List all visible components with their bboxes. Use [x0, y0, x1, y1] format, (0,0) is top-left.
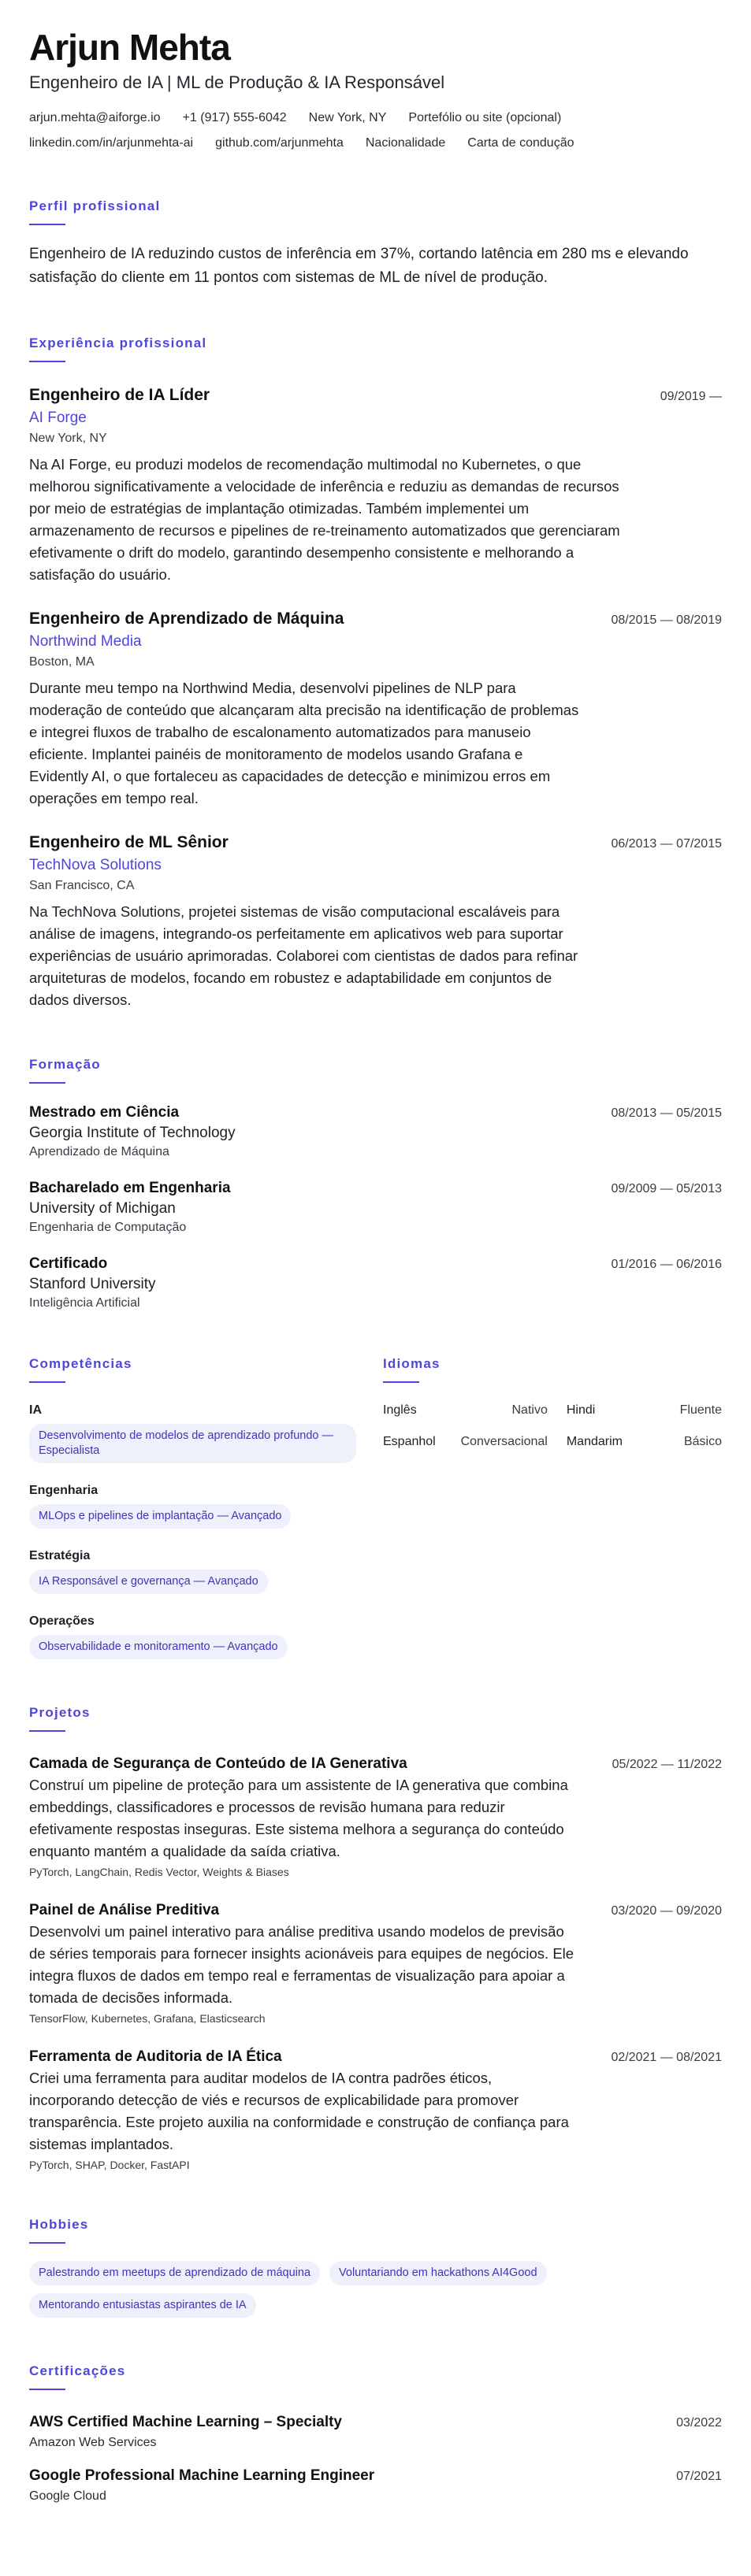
section-divider	[29, 1730, 65, 1732]
company-name[interactable]: Northwind Media	[29, 633, 142, 650]
section-title-certifications: Certificações	[29, 2363, 126, 2378]
degree: Mestrado em Ciência	[29, 1104, 180, 1121]
project-entry	[29, 2048, 722, 2171]
project-description: Criei uma ferramenta para auditar modelos de IA contra padrões éticos, incorporando detecção de viés e recursos de explicabilidade para promover transparência. Este projeto auxilia na conformidade e construção de confiança para sistemas implantados.	[29, 2070, 569, 2152]
education-dates: 01/2016 — 06/2016	[611, 1258, 722, 1271]
job-dates: 08/2015 — 08/2019	[611, 613, 722, 627]
degree: Certificado	[29, 1255, 108, 1272]
section-title-profile: Perfil profissional	[29, 198, 161, 213]
language-name: Inglês	[383, 1403, 417, 1417]
certification-title: Google Professional Machine Learning Engineer	[29, 2467, 375, 2484]
language-name: Espanhol	[383, 1435, 436, 1448]
skill-chip: MLOps e pipelines de implantação — Avançado	[29, 1504, 291, 1529]
project-entry	[29, 1902, 722, 2025]
headline: Engenheiro de IA | ML de Produção & IA Responsável	[29, 72, 445, 92]
language-level: Fluente	[679, 1403, 722, 1417]
section-divider	[29, 2242, 65, 2244]
projects-section	[29, 1705, 722, 2171]
languages-section	[383, 1356, 722, 1659]
section-title-experience: Experiência profissional	[29, 335, 207, 350]
profile-summary: Engenheiro de IA reduzindo custos de inferência em 37%, cortando latência em 280 ms e elevando satisfação do cliente em 11 pontos com sistemas de ML de nível de produção.	[29, 246, 689, 286]
field-of-study: Aprendizado de Máquina	[29, 1145, 169, 1158]
contact-row-secondary	[29, 134, 722, 153]
project-dates: 02/2021 — 08/2021	[611, 2051, 722, 2064]
section-divider	[383, 1381, 419, 1383]
section-divider	[29, 1082, 65, 1084]
section-title-hobbies: Hobbies	[29, 2217, 89, 2232]
language-level: Básico	[683, 1435, 722, 1448]
section-title-languages: Idiomas	[383, 1356, 441, 1371]
language-level: Nativo	[511, 1403, 548, 1417]
job-dates: 06/2013 — 07/2015	[611, 837, 722, 851]
project-tech-stack: PyTorch, SHAP, Docker, FastAPI	[29, 2159, 190, 2171]
resume-header	[29, 25, 722, 153]
project-dates: 05/2022 — 11/2022	[612, 1758, 722, 1771]
certifications-section	[29, 2363, 722, 2504]
experience-entry	[29, 610, 722, 810]
skills-languages-row	[29, 1356, 722, 1659]
experience-entry	[29, 386, 722, 586]
skill-chip: Desenvolvimento de modelos de aprendizado profundo — Especialista	[29, 1424, 356, 1463]
job-title: Engenheiro de ML Sênior	[29, 833, 229, 851]
job-description: Na TechNova Solutions, projetei sistemas de visão computacional escaláveis para análise de imagens, integrando-os perfeitamente em aplicativos web para suportar experiências de usuário aprimoradas. Colaborei com cientistas de dados para refinar arquiteturas de modelos, focando em robustez e adaptabilidade em conjuntos de dados diversos.	[29, 903, 578, 1008]
skill-category: Operações	[29, 1614, 95, 1628]
contact-phone[interactable]: +1 (917) 555-6042	[182, 111, 287, 124]
skill-group	[29, 1484, 356, 1529]
section-divider	[29, 361, 65, 362]
skill-chip: Observabilidade e monitoramento — Avançado	[29, 1635, 288, 1659]
education-entry	[29, 1255, 722, 1310]
project-title: Ferramenta de Auditoria de IA Ética	[29, 2048, 282, 2065]
experience-section	[29, 335, 722, 1011]
hobbies-section	[29, 2217, 722, 2318]
contact-nationality: Nacionalidade	[365, 136, 446, 150]
project-tech-stack: TensorFlow, Kubernetes, Grafana, Elasticsearch	[29, 2012, 266, 2025]
language-level: Conversacional	[460, 1435, 548, 1448]
language-name: Hindi	[566, 1403, 596, 1417]
school: Stanford University	[29, 1276, 156, 1292]
certification-date: 07/2021	[676, 2470, 722, 2483]
section-divider	[29, 224, 65, 225]
job-location: San Francisco, CA	[29, 879, 135, 892]
education-section	[29, 1057, 722, 1310]
certification-entry	[29, 2467, 722, 2504]
candidate-name: Arjun Mehta	[29, 27, 230, 68]
job-description: Durante meu tempo na Northwind Media, desenvolvi pipelines de NLP para moderação de conteúdo que alcançaram alta precisão na identificação de problemas e integrei fluxos de trabalho de escalonamento automatizados para manuseio eficiente. Implantei painéis de monitoramento de modelos usando Grafana e Evidently AI, o que fortaleceu as capacidades de detecção e minimizou erros em operações em tempo real.	[29, 680, 579, 806]
skill-group	[29, 1549, 356, 1594]
project-title: Painel de Análise Preditiva	[29, 1902, 220, 1918]
job-description: Na AI Forge, eu produzi modelos de recomendação multimodal no Kubernetes, o que melhorou significativamente a velocidade de inferência e reduziu as demandas de recursos por meio de estratégias de implantação otimizadas. Também implementei um armazenamento de recursos e pipelines de re-treinamento automatizados que gerenciaram efetivamente o drift do modelo, garantindo desempenho consistente e melhorando a satisfação do usuário.	[29, 456, 620, 583]
contact-location: New York, NY	[308, 111, 387, 124]
job-location: New York, NY	[29, 432, 107, 445]
job-title: Engenheiro de Aprendizado de Máquina	[29, 610, 344, 628]
contact-email[interactable]: arjun.mehta@aiforge.io	[29, 111, 161, 124]
contact-github[interactable]: github.com/arjunmehta	[215, 136, 344, 150]
education-entry	[29, 1180, 722, 1235]
skill-category: Estratégia	[29, 1549, 91, 1562]
skills-section	[29, 1356, 356, 1659]
degree: Bacharelado em Engenharia	[29, 1180, 231, 1196]
project-dates: 03/2020 — 09/2020	[611, 1904, 722, 1918]
skill-group	[29, 1403, 356, 1463]
section-title-education: Formação	[29, 1057, 101, 1072]
education-dates: 08/2013 — 05/2015	[611, 1106, 722, 1120]
company-name[interactable]: AI Forge	[29, 410, 87, 426]
section-divider	[29, 1381, 65, 1383]
job-dates: 09/2019 —	[660, 390, 722, 403]
project-tech-stack: PyTorch, LangChain, Redis Vector, Weights & Biases	[29, 1866, 289, 1878]
education-dates: 09/2009 — 05/2013	[611, 1182, 722, 1195]
field-of-study: Inteligência Artificial	[29, 1296, 140, 1310]
company-name[interactable]: TechNova Solutions	[29, 857, 162, 873]
section-title-skills: Competências	[29, 1356, 132, 1371]
project-entry	[29, 1755, 722, 1878]
certification-date: 03/2022	[676, 2416, 722, 2430]
project-title: Camada de Segurança de Conteúdo de IA Generativa	[29, 1755, 407, 1772]
profile-section	[29, 198, 722, 290]
experience-entry	[29, 833, 722, 1011]
certification-issuer: Amazon Web Services	[29, 2436, 157, 2449]
job-location: Boston, MA	[29, 655, 95, 669]
school: Georgia Institute of Technology	[29, 1125, 236, 1141]
certification-issuer: Google Cloud	[29, 2489, 106, 2503]
contact-row-primary	[29, 109, 722, 128]
contact-driving-license: Carta de condução	[467, 136, 574, 150]
certification-title: AWS Certified Machine Learning – Specialty	[29, 2414, 342, 2430]
school: University of Michigan	[29, 1200, 176, 1217]
skill-group	[29, 1614, 356, 1659]
project-description: Construí um pipeline de proteção para um assistente de IA generativa que combina embeddings, classificadores e processos de revisão humana para reduzir efetivamente respostas inseguras. Este sistema melhora a segurança do conteúdo enquanto mantém a qualidade da saída criativa.	[29, 1777, 568, 1859]
project-description: Desenvolvi um painel interativo para análise preditiva usando modelos de previsão de séries temporais para fornecer insights acionáveis para equipes de negócios. Ele integra fluxos de dados em tempo real e ferramentas de visualização para apoiar a tomada de decisões informada.	[29, 1923, 574, 2006]
skill-category: IA	[29, 1403, 42, 1417]
section-divider	[29, 2389, 65, 2390]
contact-portfolio[interactable]: Portefólio ou site (opcional)	[408, 111, 562, 124]
section-title-projects: Projetos	[29, 1705, 91, 1720]
skill-category: Engenharia	[29, 1484, 99, 1497]
skill-chip: IA Responsável e governança — Avançado	[29, 1570, 268, 1594]
language-name: Mandarim	[566, 1435, 623, 1448]
job-title: Engenheiro de IA Líder	[29, 386, 210, 404]
hobby-chip: Voluntariando em hackathons AI4Good	[329, 2261, 547, 2285]
certification-entry	[29, 2414, 722, 2450]
hobbies-list	[29, 2261, 722, 2318]
field-of-study: Engenharia de Computação	[29, 1221, 187, 1234]
contact-linkedin[interactable]: linkedin.com/in/arjunmehta-ai	[29, 136, 194, 150]
languages-grid	[383, 1403, 722, 1449]
hobby-chip: Palestrando em meetups de aprendizado de máquina	[29, 2261, 320, 2285]
hobby-chip: Mentorando entusiastas aspirantes de IA	[29, 2293, 256, 2318]
education-entry	[29, 1104, 722, 1159]
